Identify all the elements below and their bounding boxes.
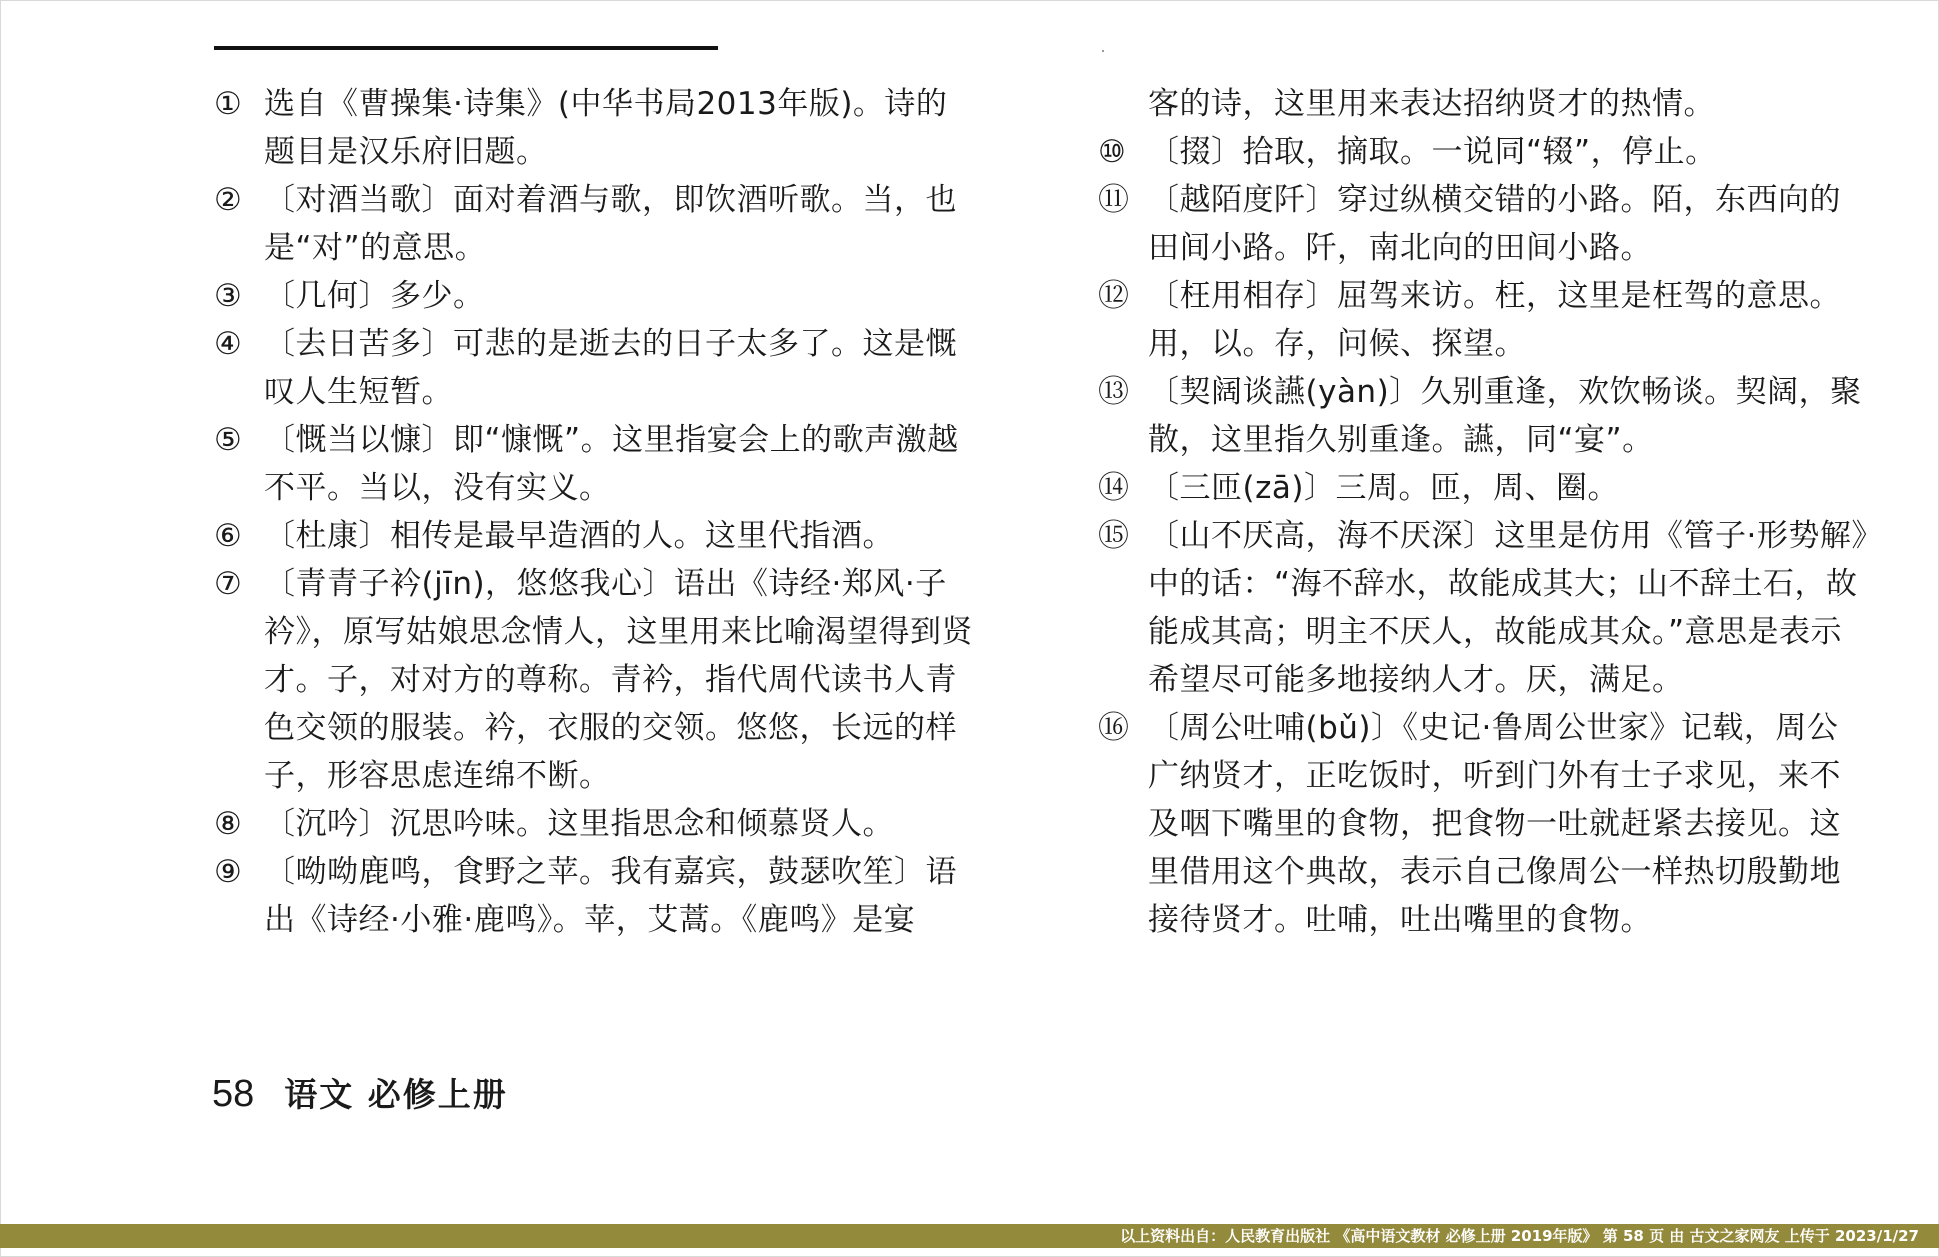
page-number: 58 <box>212 1073 255 1115</box>
footnote-5 <box>214 416 974 512</box>
footnote-2 <box>214 176 974 272</box>
footnote-number: ⑦ <box>214 566 243 602</box>
footnote-number: ② <box>214 182 243 218</box>
footnote-text: 〔几何〕多少。 <box>264 278 485 314</box>
footnote-number: ③ <box>214 278 243 314</box>
footnote-7 <box>214 560 974 800</box>
footnote-text: 〔山不厌高，海不厌深〕这里是仿用《管子·形势解》中的话：“海不辞水，故能成其大；山不辞土石，故能成其高；明主不厌人，故能成其众。”意思是表示希望尽可能多地接纳人才。厌，满足。 <box>1148 518 1868 698</box>
footnote-number: ⑧ <box>214 806 243 842</box>
footnote-1 <box>214 80 974 176</box>
footnote-number: ④ <box>214 326 243 362</box>
footnote-4 <box>214 320 974 416</box>
footnote-text: 〔青青子衿(jīn)，悠悠我心〕语出《诗经·郑风·子衿》，原写姑娘思念情人，这里用来比喻渴望得到贤才。子，对对方的尊称。青衿，指代周代读书人青色交领的服装。衿，衣服的交领。悠悠，长远的样子，形容思虑连绵不断。 <box>264 566 973 794</box>
footnote-number: ⑤ <box>214 422 243 458</box>
footnote-10 <box>1098 128 1868 176</box>
footnote-text: 选自《曹操集·诗集》(中华书局2013年版)。诗的题目是汉乐府旧题。 <box>264 86 948 170</box>
page-footer <box>212 1070 508 1119</box>
footnote-rule <box>214 46 718 50</box>
footnote-number: ⑫ <box>1098 278 1130 314</box>
notes-right-column <box>1098 80 1868 944</box>
footnote-number: ⑪ <box>1098 182 1130 218</box>
footnote-11 <box>1098 176 1868 272</box>
book-title: 语文 必修上册 <box>284 1075 508 1114</box>
footnote-15 <box>1098 512 1868 704</box>
footnote-text: 〔对酒当歌〕面对着酒与歌，即饮酒听歌。当，也是“对”的意思。 <box>264 182 957 266</box>
footnote-text: 〔去日苦多〕可悲的是逝去的日子太多了。这是慨叹人生短暂。 <box>264 326 957 410</box>
footnote-text: 〔沉吟〕沉思吟味。这里指思念和倾慕贤人。 <box>264 806 894 842</box>
footnote-text: 〔周公吐哺(bǔ)〕《史记·鲁周公世家》记载，周公广纳贤才，正吃饭时，听到门外有士子求见，来不及咽下嘴里的食物，把食物一吐就赶紧去接见。这里借用这个典故，表示自己像周公一样热切殷勤地接待贤才。吐哺，吐出嘴里的食物。 <box>1148 710 1841 938</box>
footnote-number: ⑥ <box>214 518 243 554</box>
footnote-number: ⑭ <box>1098 470 1130 506</box>
footnote-13 <box>1098 368 1868 464</box>
notes-left-column <box>214 80 974 944</box>
footnote-number: ⑨ <box>214 854 243 890</box>
footnote-text: 〔三匝(zā)〕三周。匝，周、圈。 <box>1148 470 1619 506</box>
footnote-9-continuation: 客的诗，这里用来表达招纳贤才的热情。 <box>1148 86 1715 122</box>
footnote-12 <box>1098 272 1868 368</box>
footnote-16 <box>1098 704 1868 944</box>
footnote-text: 〔枉用相存〕屈驾来访。枉，这里是枉驾的意思。用，以。存，问候、探望。 <box>1148 278 1841 362</box>
footnote-number: ⑩ <box>1098 134 1127 170</box>
footnote-text: 〔呦呦鹿鸣，食野之苹。我有嘉宾，鼓瑟吹笙〕语出《诗经·小雅·鹿鸣》。苹，艾蒿。《鹿鸣》是宴 <box>264 854 957 938</box>
footnote-3 <box>214 272 974 320</box>
footnote-14 <box>1098 464 1868 512</box>
source-attribution-bar: 以上资料出自：人民教育出版社 《高中语文教材 必修上册 2019年版》 第 58 页 由 古文之家网友 上传于 2023/1/27 <box>0 1224 1939 1248</box>
footnote-number: ⑮ <box>1098 518 1130 554</box>
footnote-number: ⑯ <box>1098 710 1130 746</box>
footnote-text: 〔契阔谈讌(yàn)〕久别重逢，欢饮畅谈。契阔，聚散，这里指久别重逢。讌，同“宴”。 <box>1148 374 1862 458</box>
footnote-8 <box>214 800 974 848</box>
scan-speck <box>1102 50 1104 52</box>
footnote-text: 〔杜康〕相传是最早造酒的人。这里代指酒。 <box>264 518 894 554</box>
footnote-9 <box>214 848 974 944</box>
footnote-text: 〔掇〕拾取，摘取。一说同“辍”，停止。 <box>1148 134 1717 170</box>
footnote-text: 〔越陌度阡〕穿过纵横交错的小路。陌，东西向的田间小路。阡，南北向的田间小路。 <box>1148 182 1841 266</box>
footnote-number: ① <box>214 86 243 122</box>
footnote-6 <box>214 512 974 560</box>
footnote-text: 〔慨当以慷〕即“慷慨”。这里指宴会上的歌声激越不平。当以，没有实义。 <box>264 422 959 506</box>
footnote-number: ⑬ <box>1098 374 1130 410</box>
